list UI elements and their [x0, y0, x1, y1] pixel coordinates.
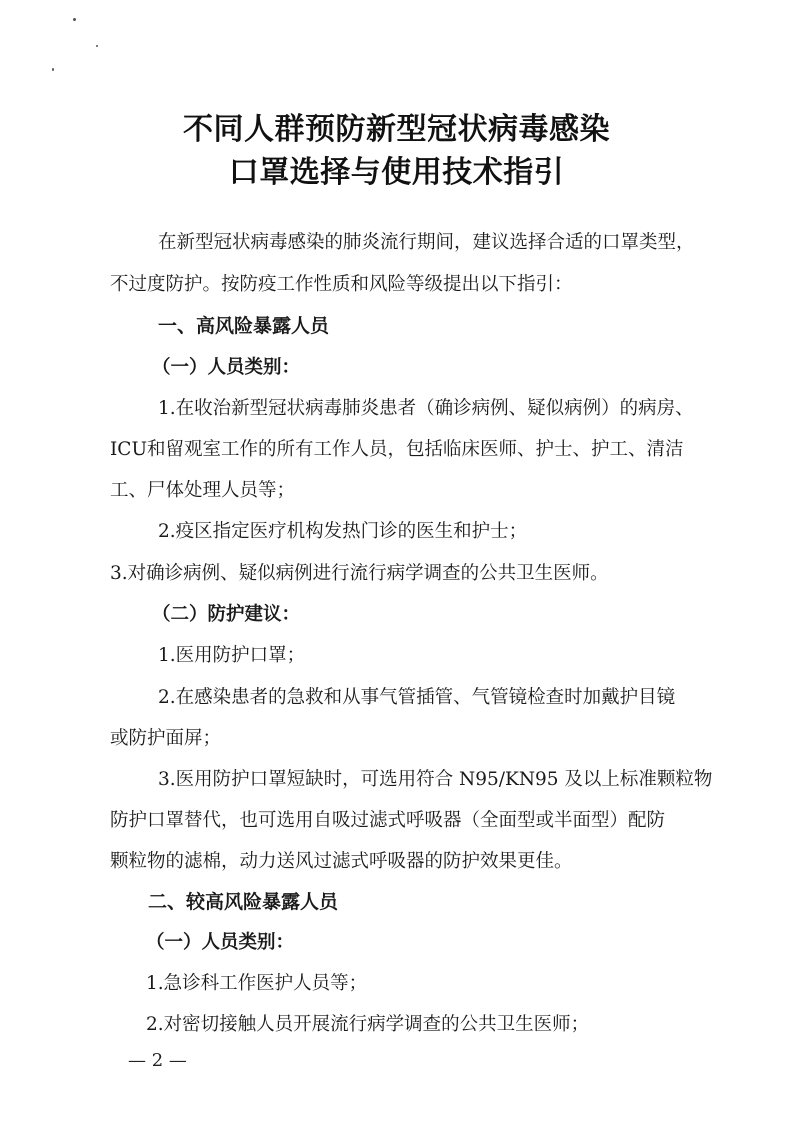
- section1-advice3-line2: 防护口罩替代，也可选用自吸过滤式呼吸器（全面型或半面型）配防: [110, 810, 666, 831]
- section1-subheading-advice: （二）防护建议：: [152, 604, 301, 625]
- scan-speck: [73, 18, 76, 21]
- document-title-line1: 不同人群预防新型冠状病毒感染: [183, 112, 610, 147]
- section1-advice1: 1.医用防护口罩；: [158, 645, 306, 666]
- section1-advice2-line1: 2.在感染患者的急救和从事气管插管、气管镜检查时加戴护目镜: [158, 687, 676, 708]
- section1-item1-line1: 1.在收治新型冠状病毒肺炎患者（确诊病例、疑似病例）的病房、: [158, 398, 694, 419]
- section2-item1: 1.急诊科工作医护人员等；: [146, 973, 368, 994]
- scan-speck: [52, 68, 54, 71]
- page-number: — 2 —: [128, 1050, 187, 1071]
- section1-advice3-line1: 3.医用防护口罩短缺时，可选用符合 N95/KN95 及以上标准颗粒物: [158, 769, 713, 790]
- intro-line2: 不过度防护。按防疫工作性质和风险等级提出以下指引：: [110, 274, 573, 295]
- scan-speck: [96, 45, 98, 47]
- section1-item2: 2.疫区指定医疗机构发热门诊的医生和护士；: [158, 521, 528, 542]
- section1-heading: 一、高风险暴露人员: [158, 315, 330, 337]
- section1-item1-line2: ICU和留观室工作的所有工作人员，包括临床医师、护士、护工、清洁: [110, 439, 684, 460]
- document-title-line2: 口罩选择与使用技术指引: [228, 155, 565, 190]
- section2-item2: 2.对密切接触人员开展流行病学调查的公共卫生医师；: [146, 1014, 590, 1035]
- section1-item1-line3: 工、尸体处理人员等；: [110, 480, 296, 501]
- section1-item3: 3.对确诊病例、疑似病例进行流行病学调查的公共卫生医师。: [110, 563, 609, 584]
- section2-heading: 二、较高风险暴露人员: [148, 891, 339, 913]
- intro-line1: 在新型冠状病毒感染的肺炎流行期间，建议选择合适的口罩类型，: [158, 232, 695, 253]
- section1-subheading-categories: （一）人员类别：: [152, 357, 301, 378]
- section1-advice2-line2: 或防护面屏；: [110, 728, 222, 749]
- section1-advice3-line3: 颗粒物的滤棉，动力送风过滤式呼吸器的防护效果更佳。: [110, 851, 573, 872]
- section2-subheading-categories: （一）人员类别：: [146, 932, 295, 953]
